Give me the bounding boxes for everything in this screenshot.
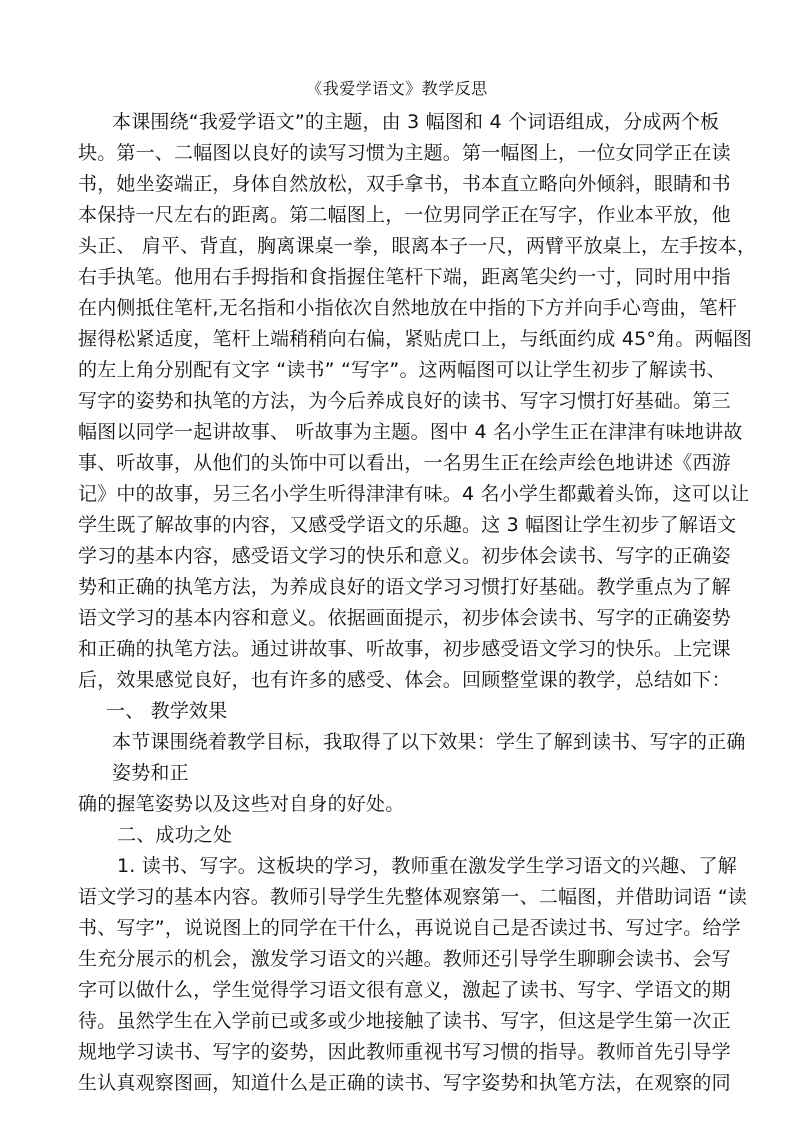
paragraph-3-line-3: 书、写字”，说说图上的同学在干什么，再说说自己是否读过书、写过字。给学: [78, 917, 741, 939]
paragraph-1-line-14: 学生既了解故事的内容，又感受学语文的乐趣。这 3 幅图让学生初步了解语文: [78, 514, 737, 536]
paragraph-2-line-2: 姿势和正: [112, 762, 189, 784]
paragraph-3-line-6: 待。虽然学生在入学前已或多或少地接触了读书、写字，但这是学生第一次正: [78, 1010, 731, 1032]
paragraph-1-line-17: 语文学习的基本内容和意义。依据画面提示，初步体会读书、写字的正确姿势: [78, 607, 731, 629]
paragraph-3-line-7: 规地学习读书、写字的姿势，因此教师重视书写习惯的指导。教师首先引导学: [78, 1041, 731, 1063]
paragraph-1-line-15: 学习的基本内容，感受语文学习的快乐和意义。初步体会读书、写字的正确姿: [78, 545, 731, 567]
paragraph-1-line-19: 后，效果感觉良好，也有许多的感受、体会。回顾整堂课的教学，总结如下：: [78, 669, 731, 691]
section-heading-teaching-effect: 一、 教学效果: [106, 700, 228, 722]
paragraph-1-line-11: 幅图以同学一起讲故事、 听故事为主题。图中 4 名小学生正在津津有味地讲故: [78, 421, 743, 443]
paragraph-3-line-4: 生充分展示的机会，激发学习语文的兴趣。教师还引导学生聊聊会读书、会写: [78, 948, 731, 970]
paragraph-1-line-6: 右手执笔。他用右手拇指和食指握住笔杆下端，距离笔尖约一寸，同时用中指: [78, 266, 731, 288]
paragraph-2-line-1: 本节课围绕着教学目标，我取得了以下效果：学生了解到读书、写字的正确: [112, 731, 746, 753]
paragraph-3-line-2: 语文学习的基本内容。教师引导学生先整体观察第一、二幅图，并借助词语 “读: [78, 886, 748, 908]
paragraph-1-line-1: 本课围绕“我爱学语文”的主题，由 3 幅图和 4 个词语组成，分成两个板: [112, 111, 720, 133]
paragraph-1-line-3: 书，她坐姿端正，身体自然放松，双手拿书，书本直立略向外倾斜，眼睛和书: [78, 173, 731, 195]
paragraph-1-line-8: 握得松紧适度，笔杆上端稍稍向右偏，紧贴虎口上，与纸面约成 45°角。两幅图: [78, 328, 753, 350]
paragraph-3-line-5: 字可以做什么，学生觉得学习语文很有意义，激起了读书、写字、学语文的期: [78, 979, 731, 1001]
paragraph-1-line-5: 头正、 肩平、背直，胸离课桌一拳，眼离本子一尺，两臂平放桌上，左手按本，: [78, 235, 757, 257]
paragraph-1-line-9: 的左上角分别配有文字 “读书” “写字”。这两幅图可以让学生初步了解读书、: [78, 359, 726, 381]
paragraph-1-line-4: 本保持一尺左右的距离。第二幅图上，一位男同学正在写字，作业本平放，他: [78, 204, 731, 226]
paragraph-2-line-3: 确的握笔姿势以及这些对自身的好处。: [78, 793, 405, 815]
paragraph-3-line-8: 生认真观察图画，知道什么是正确的读书、写字姿势和执笔方法，在观察的同: [78, 1072, 731, 1094]
paragraph-1-line-10: 写字的姿势和执笔的方法，为今后养成良好的读书、写字习惯打好基础。第三: [78, 390, 731, 412]
section-heading-success: 二、成功之处: [117, 824, 233, 846]
paragraph-1-line-13: 记》中的故事，另三名小学生听得津津有味。4 名小学生都戴着头饰，这可以让: [78, 483, 750, 505]
document-title: 《我爱学语文》教学反思: [306, 79, 488, 98]
paragraph-3-line-1: 1. 读书、写字。这板块的学习，教师重在激发学生学习语文的兴趣、了解: [117, 855, 737, 877]
paragraph-1-line-2: 块。第一、二幅图以良好的读写习惯为主题。第一幅图上，一位女同学正在读: [78, 142, 731, 164]
paragraph-1-line-7: 在内侧抵住笔杆,无名指和小指依次自然地放在中指的下方并向手心弯曲，笔杆: [78, 297, 738, 319]
paragraph-1-line-18: 和正确的执笔方法。通过讲故事、听故事，初步感受语文学习的快乐。上完课: [78, 638, 731, 660]
paragraph-1-line-12: 事、听故事，从他们的头饰中可以看出，一名男生正在绘声绘色地讲述《西游: [78, 452, 731, 474]
paragraph-1-line-16: 势和正确的执笔方法，为养成良好的语文学习习惯打好基础。教学重点为了解: [78, 576, 731, 598]
